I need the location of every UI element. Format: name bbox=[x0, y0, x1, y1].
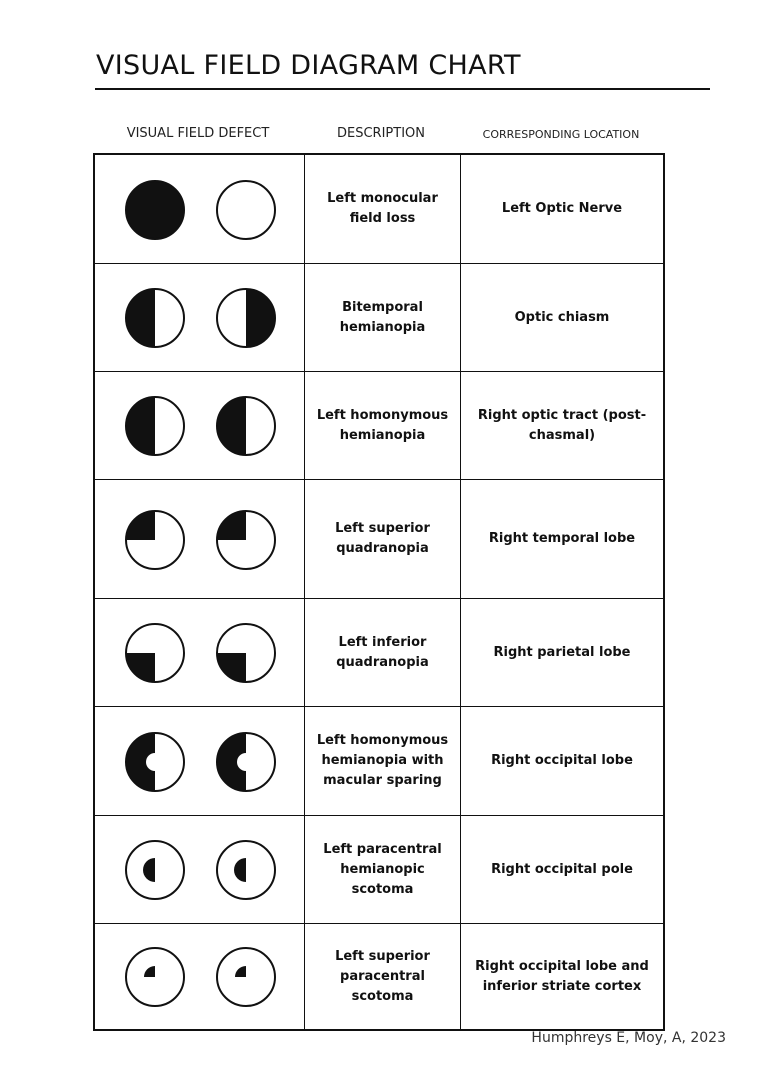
left-eye-field-diagram bbox=[123, 838, 187, 906]
header-description: DESCRIPTION bbox=[337, 126, 425, 141]
description-text: Left superior paracentral scotoma bbox=[335, 948, 430, 1004]
header-corresponding-location: CORRESPONDING LOCATION bbox=[482, 128, 640, 141]
location-text: Right parietal lobe bbox=[493, 644, 631, 660]
table-row bbox=[95, 480, 663, 599]
left-eye-field-diagram bbox=[123, 508, 187, 576]
right-eye-field-diagram bbox=[214, 945, 278, 1013]
description-text: Left paracentral hemianopic scotoma bbox=[323, 841, 442, 897]
location-text: Right occipital lobe and inferior striate cortex bbox=[475, 958, 649, 994]
defect-cell bbox=[95, 816, 305, 923]
table-row bbox=[95, 599, 663, 707]
location-cell bbox=[461, 599, 663, 706]
defect-cell bbox=[95, 924, 305, 1029]
defect-cell bbox=[95, 599, 305, 706]
description-text: Left superior quadranopia bbox=[335, 521, 430, 556]
description-cell bbox=[305, 599, 461, 706]
description-text: Left homonymous hemianopia bbox=[316, 407, 449, 443]
left-eye-field-diagram bbox=[123, 178, 187, 246]
location-text: Optic chiasm bbox=[514, 309, 610, 325]
table-row bbox=[95, 372, 663, 480]
right-eye-field-diagram bbox=[214, 394, 278, 462]
location-text: Right temporal lobe bbox=[488, 531, 636, 546]
table-row bbox=[95, 155, 663, 264]
page-title: VISUAL FIELD DIAGRAM CHART bbox=[96, 50, 521, 81]
defect-cell bbox=[95, 155, 305, 263]
table-row bbox=[95, 816, 663, 924]
location-text: Right occipital lobe bbox=[491, 753, 633, 768]
description-text: Left inferior quadranopia bbox=[336, 634, 429, 670]
description-cell bbox=[305, 816, 461, 923]
location-cell bbox=[461, 372, 663, 479]
title-underline bbox=[95, 88, 710, 90]
left-eye-field-diagram bbox=[123, 621, 187, 689]
location-cell bbox=[461, 155, 663, 263]
table-row bbox=[95, 707, 663, 816]
visual-field-table bbox=[93, 153, 665, 1031]
right-eye-field-diagram bbox=[214, 178, 278, 246]
location-cell bbox=[461, 924, 663, 1029]
right-eye-field-diagram bbox=[214, 286, 278, 354]
description-cell bbox=[305, 924, 461, 1029]
left-eye-field-diagram bbox=[123, 945, 187, 1013]
right-eye-field-diagram bbox=[214, 508, 278, 576]
left-eye-field-diagram bbox=[123, 394, 187, 462]
defect-cell bbox=[95, 264, 305, 371]
description-cell bbox=[305, 707, 461, 815]
table-row bbox=[95, 924, 663, 1029]
defect-cell bbox=[95, 707, 305, 815]
credit-text: Humphreys E, Moy, A, 2023 bbox=[531, 1030, 726, 1046]
location-text: Right optic tract (post-chasmal) bbox=[477, 407, 647, 443]
left-eye-field-diagram bbox=[123, 730, 187, 798]
right-eye-field-diagram bbox=[214, 621, 278, 689]
right-eye-field-diagram bbox=[214, 730, 278, 798]
location-cell bbox=[461, 264, 663, 371]
defect-cell bbox=[95, 480, 305, 598]
defect-cell bbox=[95, 372, 305, 479]
left-eye-field-diagram bbox=[123, 286, 187, 354]
table-row bbox=[95, 264, 663, 372]
description-cell bbox=[305, 372, 461, 479]
header-visual-field-defect: VISUAL FIELD DEFECT bbox=[126, 126, 270, 141]
description-cell bbox=[305, 480, 461, 598]
description-text: Left homonymous hemianopia with macular sparing bbox=[316, 733, 449, 788]
location-cell bbox=[461, 480, 663, 598]
description-cell bbox=[305, 264, 461, 371]
location-cell bbox=[461, 816, 663, 923]
location-cell bbox=[461, 707, 663, 815]
description-text: Bitemporal hemianopia bbox=[339, 299, 426, 335]
location-text: Right occipital pole bbox=[491, 861, 633, 877]
location-text: Left Optic Nerve bbox=[501, 201, 623, 216]
description-cell bbox=[305, 155, 461, 263]
description-text: Left monocular field loss bbox=[327, 191, 438, 226]
right-eye-field-diagram bbox=[214, 838, 278, 906]
